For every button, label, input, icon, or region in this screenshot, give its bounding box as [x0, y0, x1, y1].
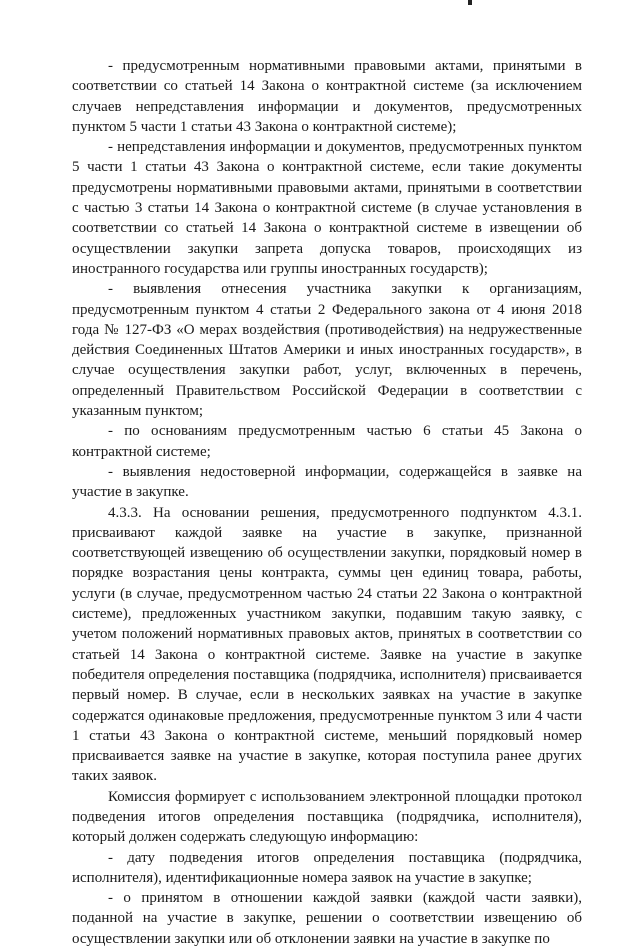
paragraph-4: - по основаниям предусмотренным частью 6 статьи 45 Закона о контрактной системе;: [72, 423, 582, 460]
scan-artifact: [468, 0, 472, 5]
paragraph-7: Комиссия формирует с использованием электронной площадки протокол подведения итогов определения поставщика (подрядчика, исполнителя), который должен содержать следующую информацию:: [72, 788, 582, 846]
paragraph-9: - о принятом в отношении каждой заявки (каждой части заявки), поданной на участие в закупке, решении о соответствии извещению об осуществлении закупки или об отклонении заявки на участие в закупке по: [72, 890, 582, 947]
paragraph-6: 4.3.3. На основании решения, предусмотренного подпунктом 4.3.1. присваивают каждой заявке на участие в закупке, признанной соответствующей извещению об осуществлении закупки, порядковый номер в порядке возрастания цены контракта, суммы цен единиц товара, работы, услуги (в случае, предусмотренном частью 24 статьи 22 Закона о контрактной системе), предложенных участником закупки, подавшим такую заявку, с учетом положений нормативных правовых актов, принятых в соответствии со статьей 14 Закона о контрактной системе. Заявке на участие в закупке победителя определения поставщика (подрядчика, исполнителя) присваивается первый номер. В случае, если в нескольких заявках на участие в закупке содержатся одинаковые предложения, предусмотренные пунктом 3 или 4 части 1 статьи 43 Закона о контрактной системе, меньший порядковый номер присваивается заявке на участие в закупке, которая поступила ранее других таких заявок.: [72, 504, 582, 785]
paragraph-8: - дату подведения итогов определения поставщика (подрядчика, исполнителя), идентификационные номера заявок на участие в закупке;: [72, 849, 582, 886]
paragraph-3: - выявления отнесения участника закупки к организациям, предусмотренным пунктом 4 статьи 2 Федерального закона от 4 июня 2018 года № 127-ФЗ «О мерах воздействия (противодействия) на недружественные действия Соединенных Штатов Америки и иных иностранных государств», в случае осуществления закупки работ, услуг, включенных в перечень, определенный Правительством Российской Федерации в соответствии с указанным пунктом;: [72, 281, 582, 420]
paragraph-1: - предусмотренным нормативными правовыми актами, принятыми в соответствии со статьей 14 Закона о контрактной системе (за исключением случаев непредставления информации и документов, предусмотренных пунктом 5 части 1 статьи 43 Закона о контрактной системе);: [72, 58, 582, 135]
document-page: [72, 56, 582, 949]
paragraph-5: - выявления недостоверной информации, содержащейся в заявке на участие в закупке.: [72, 463, 582, 501]
paragraph-2: - непредставления информации и документов, предусмотренных пунктом 5 части 1 статьи 43 Закона о контрактной системе, если такие документы предусмотрены нормативными правовыми актами, принятыми в соответствии с частью 3 статьи 14 Закона о контрактной системе (в случае установления в соответствии со статьей 14 Закона о контрактной системе в извещении об осуществлении закупки запрета допуска товаров, происходящих из иностранного государства или группы иностранных государств);: [72, 139, 582, 277]
